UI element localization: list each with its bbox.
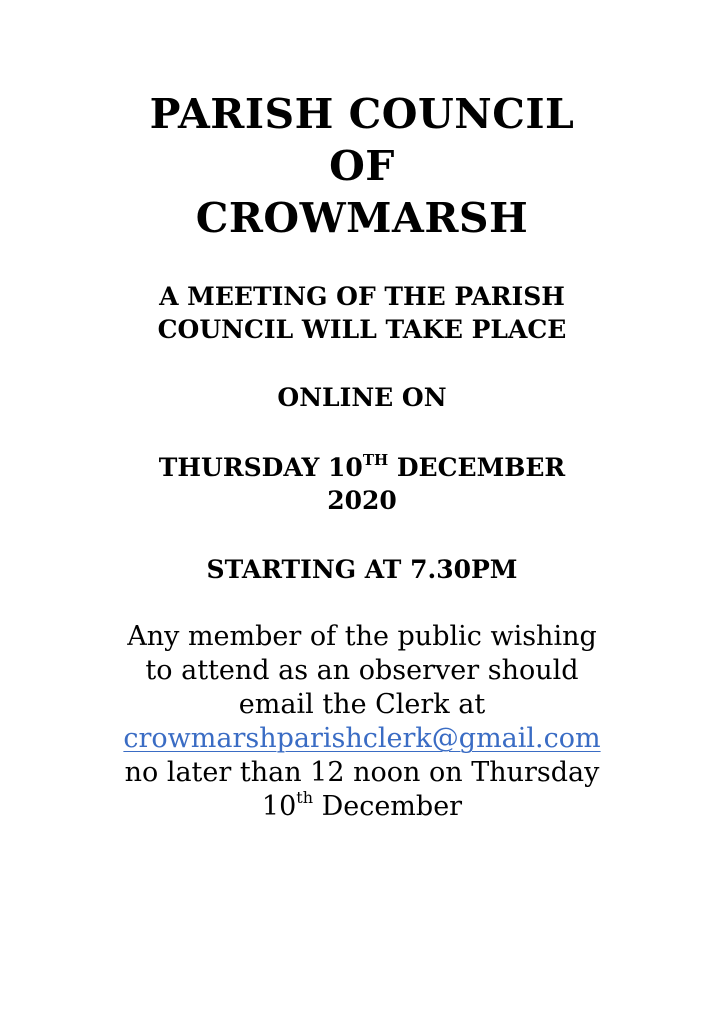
title-line-2: OF bbox=[329, 142, 395, 190]
notice-line-1: Any member of the public wishing bbox=[127, 621, 597, 652]
notice-line-5: no later than 12 noon on Thursday bbox=[124, 757, 600, 788]
meeting-announcement bbox=[0, 280, 724, 346]
notice-email-line bbox=[0, 722, 724, 756]
date-month: DECEMBER bbox=[388, 453, 566, 482]
notice-line-6 bbox=[0, 790, 724, 824]
notice-line-2: to attend as an observer should bbox=[145, 655, 579, 686]
notice-line-3: email the Clerk at bbox=[238, 689, 486, 720]
date-day: THURSDAY 10 bbox=[158, 453, 363, 482]
date-ordinal: TH bbox=[362, 451, 389, 469]
title-line-3: CROWMARSH bbox=[195, 194, 529, 242]
notice-day: 10 bbox=[261, 791, 297, 822]
start-time: STARTING AT 7.30PM bbox=[206, 555, 518, 584]
meeting-line-2: COUNCIL WILL TAKE PLACE bbox=[157, 315, 567, 344]
title-line-1: PARISH COUNCIL bbox=[149, 90, 575, 138]
notice-ordinal: th bbox=[296, 788, 313, 807]
clerk-email-link[interactable]: crowmarshparishclerk@gmail.com bbox=[123, 723, 601, 754]
meeting-date bbox=[0, 451, 724, 517]
notice-month: December bbox=[313, 791, 463, 822]
date-line bbox=[0, 451, 724, 484]
meeting-line-1: A MEETING OF THE PARISH bbox=[159, 282, 565, 311]
online-heading: ONLINE ON bbox=[277, 383, 447, 412]
page-title bbox=[0, 88, 724, 244]
observer-notice bbox=[0, 620, 724, 824]
date-year: 2020 bbox=[327, 486, 397, 515]
